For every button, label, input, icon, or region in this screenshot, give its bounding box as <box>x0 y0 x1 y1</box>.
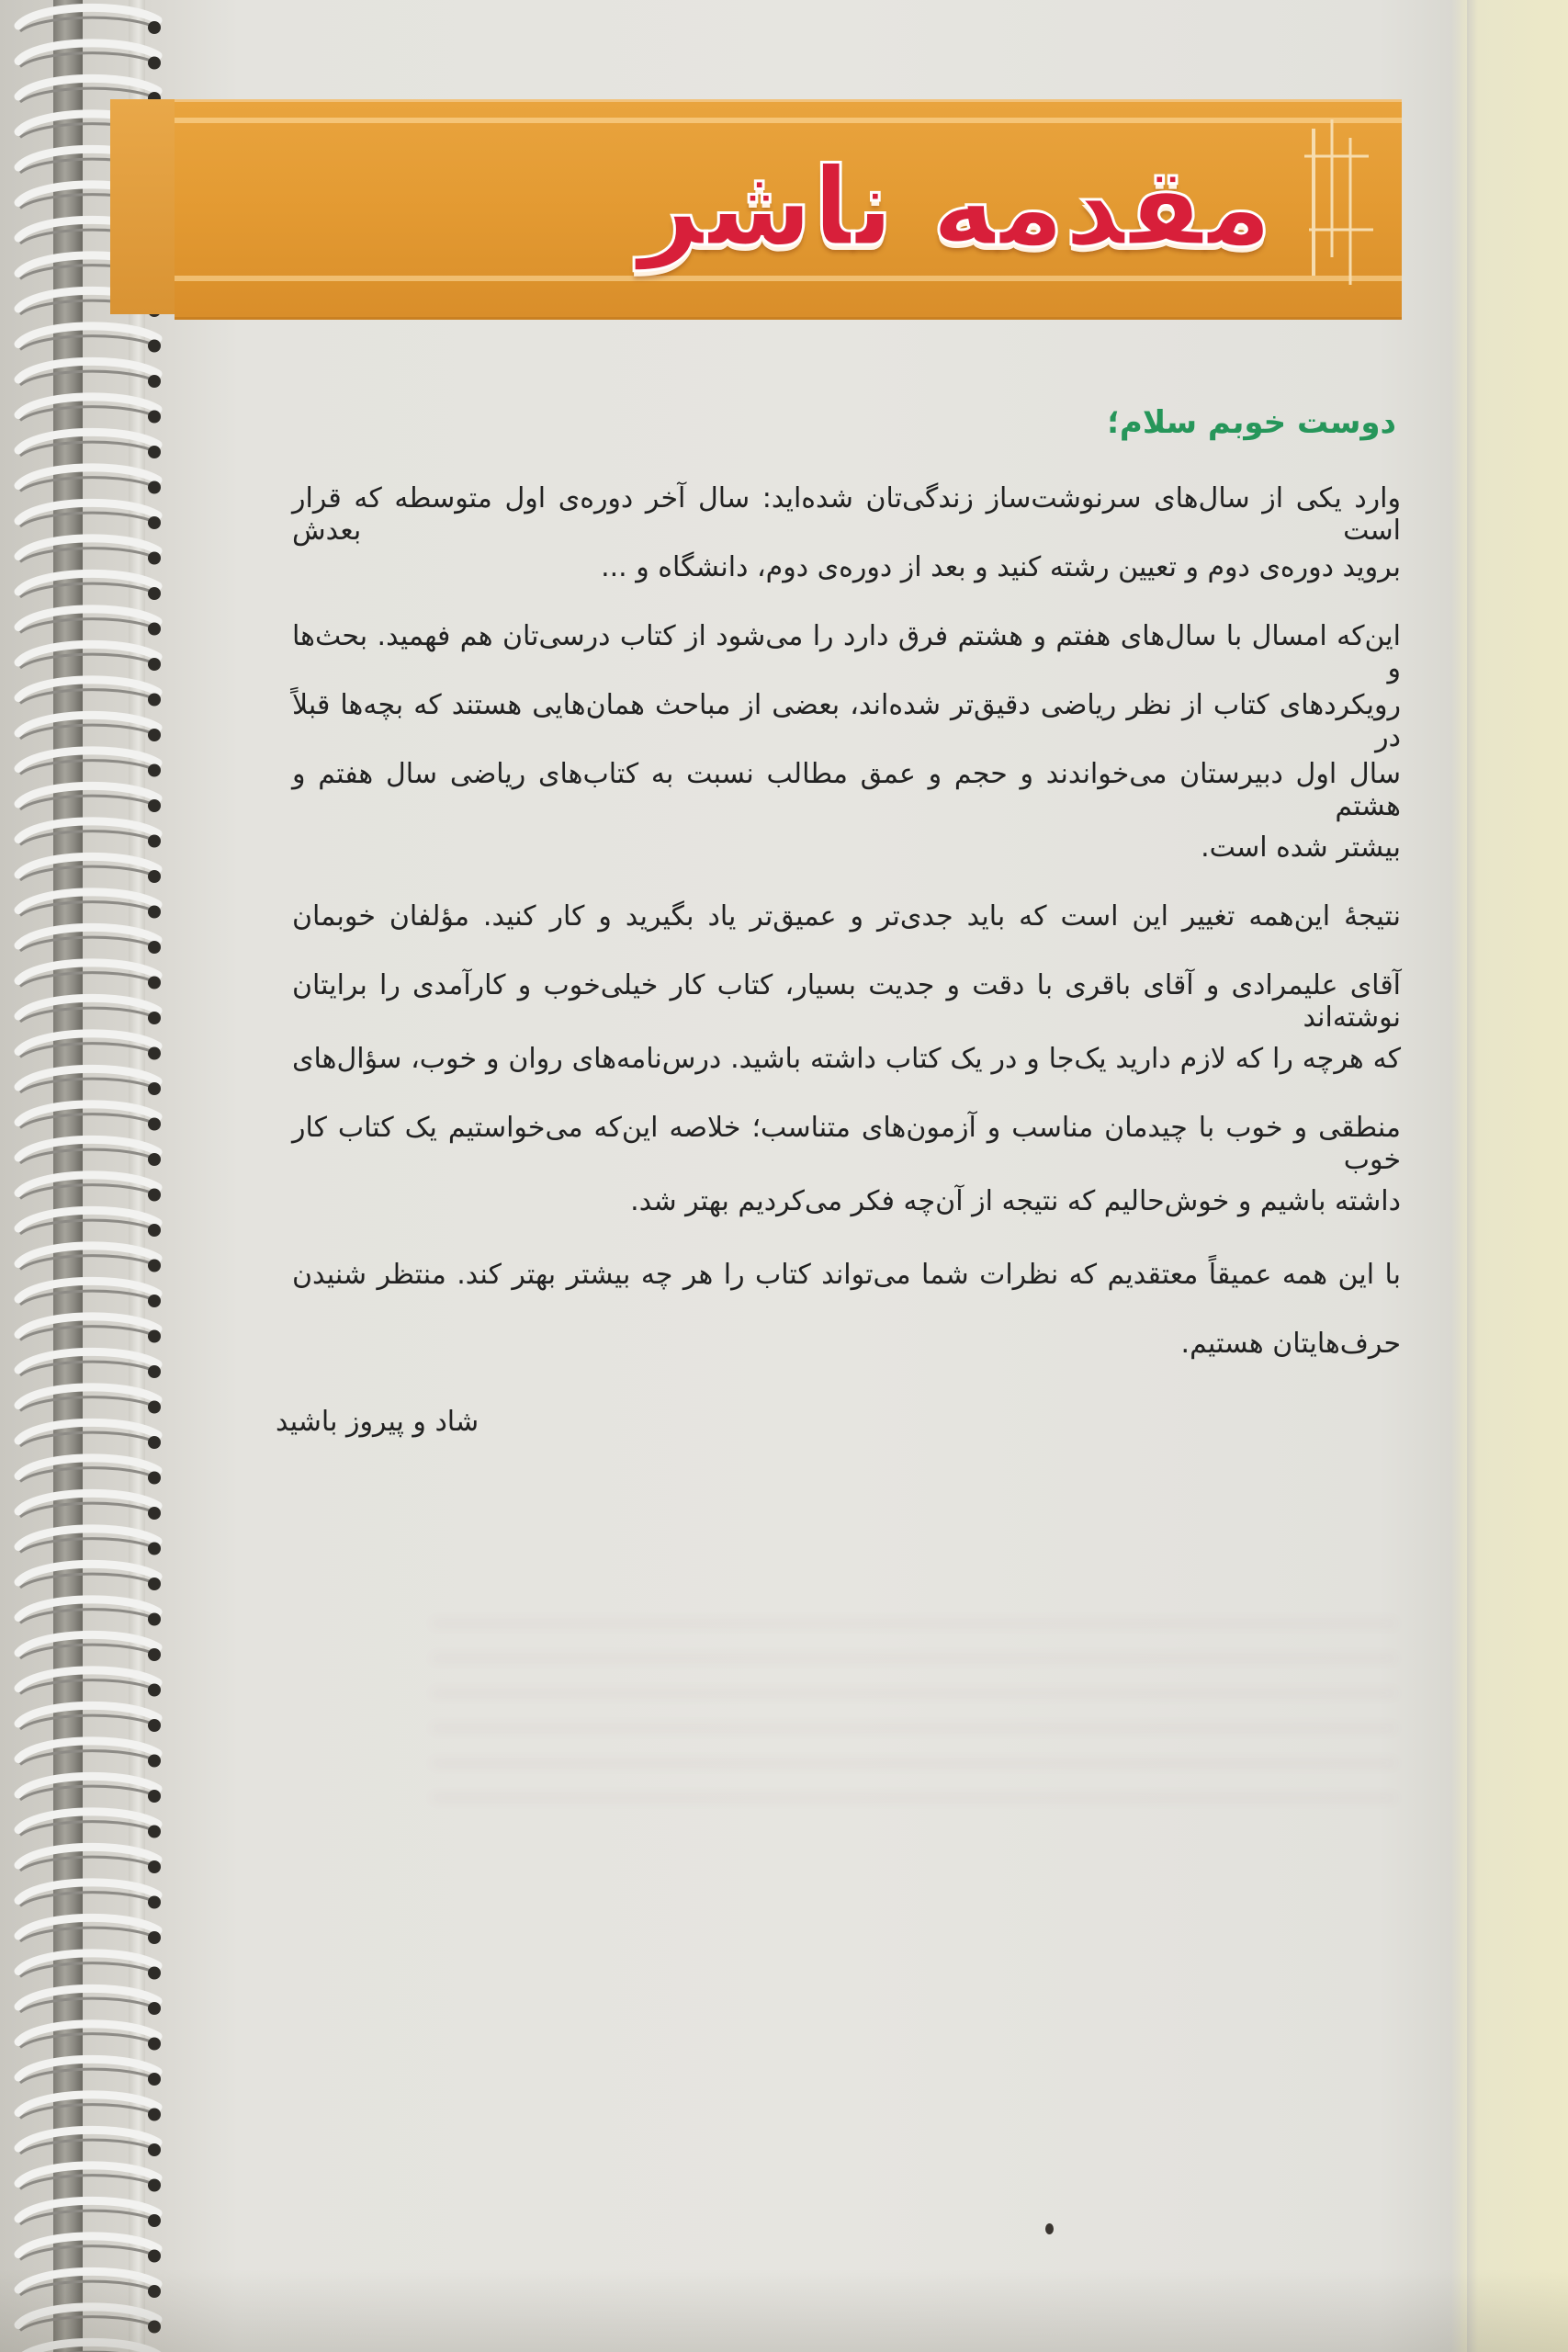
coil-shadow <box>20 1185 156 1199</box>
body-line: سال اول دبیرستان می‌خواندند و حجم و عمق مطالب نسبت به کتاب‌های ریاضی سال هفتم و هشتم <box>292 758 1401 822</box>
coil-shadow <box>20 1715 156 1729</box>
punch-hole <box>148 1860 161 1873</box>
punch-hole <box>148 977 161 989</box>
coil-shadow <box>20 548 156 562</box>
coil-shadow <box>20 1114 156 1128</box>
punch-hole <box>148 2109 161 2121</box>
punch-hole <box>148 1826 161 1838</box>
punch-hole <box>148 411 161 424</box>
punch-hole <box>148 1613 161 1626</box>
punch-hole <box>148 1931 161 1944</box>
punch-hole <box>148 1648 161 1661</box>
punch-hole <box>148 57 161 70</box>
punch-hole <box>148 658 161 671</box>
coil-shadow <box>20 1998 156 2012</box>
punch-hole <box>148 1189 161 1202</box>
coil-shadow <box>20 478 156 492</box>
punch-hole <box>148 835 161 848</box>
body-line: نتیجهٔ این‌همه تغییر این است که باید جدی‌تر و عمیق‌تر یاد بگیرید و کار کنید. مؤلفان خوبمان <box>292 900 1401 933</box>
punch-hole <box>148 1755 161 1768</box>
coil-shadow <box>20 866 156 880</box>
punch-hole <box>148 1967 161 1980</box>
body-line: داشته باشیم و خوش‌حالیم که نتیجه از آن‌چه فکر می‌کردیم بهتر شد. <box>630 1185 1401 1217</box>
coil-shadow <box>20 53 156 67</box>
coil-shadow <box>20 407 156 421</box>
coil-shadow <box>20 1468 156 1482</box>
coil-shadow <box>20 1893 156 1906</box>
punch-hole <box>148 1436 161 1449</box>
coil-shadow <box>20 1008 156 1022</box>
coil-shadow <box>20 619 156 633</box>
punch-hole <box>148 516 161 529</box>
banner-stripe-top <box>175 118 1402 123</box>
body-line: رویکردهای کتاب از نظر ریاضی دقیق‌تر شده‌اند، بعضی از مباحث همان‌هایی هستند که بچه‌ها قبلاً در <box>292 689 1401 753</box>
coil-shadow <box>20 1327 156 1340</box>
punch-hole <box>148 1047 161 1060</box>
punch-hole <box>148 2214 161 2227</box>
coil-shadow <box>20 2034 156 2048</box>
coil-shadow <box>20 1610 156 1623</box>
coil-shadow <box>20 1574 156 1588</box>
coil-shadow <box>20 761 156 775</box>
coil-shadow <box>20 1928 156 1941</box>
punch-hole <box>148 1295 161 1307</box>
coil-shadow <box>20 1751 156 1765</box>
punch-hole <box>148 764 161 777</box>
spiral-binding <box>0 0 184 2352</box>
coil-shadow <box>20 1963 156 1977</box>
punch-hole <box>148 375 161 388</box>
coil-shadow <box>20 513 156 526</box>
coil-shadow <box>20 17 156 31</box>
body-line: حرف‌هایتان هستیم. <box>1180 1328 1401 1360</box>
coil-shadow <box>20 1645 156 1658</box>
coil-shadow <box>20 1857 156 1871</box>
coil-shadow <box>20 725 156 739</box>
coil-shadow <box>20 336 156 350</box>
coil-shadow <box>20 1362 156 1375</box>
body-line: منطقی و خوب با چیدمان مناسب و آزمون‌های متناسب؛ خلاصه این‌که می‌خواستیم یک کتاب کار خوب <box>292 1112 1401 1176</box>
punch-hole <box>148 2250 161 2263</box>
coil-shadow <box>20 654 156 668</box>
binding-coils <box>0 0 184 2352</box>
punch-hole <box>148 21 161 34</box>
coil-shadow <box>20 690 156 704</box>
coil-shadow <box>20 973 156 987</box>
body-line: آقای علیمرادی و آقای باقری با دقت و جدیت بسیار، کتاب کار خیلی‌خوب و کارآمدی را برایتان نوشته‌اند <box>292 969 1401 1034</box>
punch-hole <box>148 2143 161 2156</box>
coil-shadow <box>20 1680 156 1694</box>
coil-shadow <box>20 1291 156 1305</box>
coil-shadow <box>20 583 156 597</box>
punch-hole <box>148 1012 161 1024</box>
punch-hole <box>148 1472 161 1485</box>
coil-shadow <box>20 1149 156 1163</box>
punch-hole <box>148 1153 161 1166</box>
paper-speck <box>1045 2223 1054 2234</box>
punch-hole <box>148 552 161 565</box>
coil-shadow <box>20 2105 156 2119</box>
punch-hole <box>148 1118 161 1131</box>
punch-hole <box>148 1790 161 1803</box>
page-title: مقدمه ناشر <box>638 143 1272 270</box>
show-through <box>432 1617 1396 1801</box>
page-shadow <box>0 2269 1568 2352</box>
punch-hole <box>148 2002 161 2015</box>
coil-shadow <box>20 937 156 951</box>
punch-hole <box>148 446 161 458</box>
coil-shadow <box>20 1256 156 1270</box>
coil-shadow <box>20 371 156 385</box>
coil-shadow <box>20 2140 156 2154</box>
coil-shadow <box>20 2211 156 2224</box>
coil-shadow <box>20 831 156 845</box>
coil-shadow <box>20 902 156 916</box>
body-line: بروید دوره‌ی دوم و تعیین رشته کنید و بعد از دوره‌ی دوم، دانشگاه و ... <box>601 551 1401 583</box>
body-line: بیشتر شده است. <box>1201 831 1401 864</box>
punch-hole <box>148 340 161 353</box>
punch-hole <box>148 1224 161 1237</box>
punch-hole <box>148 1401 161 1414</box>
punch-hole <box>148 1082 161 1095</box>
coil-shadow <box>20 1786 156 1800</box>
coil-shadow <box>20 1822 156 1836</box>
signature-line: شاد و پیروز باشید <box>276 1406 479 1438</box>
coil-shadow <box>20 1432 156 1446</box>
body-line: این‌که امسال با سال‌های هفتم و هشتم فرق دارد را می‌شود از کتاب درسی‌تان هم فهمید. بحث‌ها و <box>292 620 1401 684</box>
punch-hole <box>148 587 161 600</box>
punch-hole <box>148 623 161 636</box>
body-line: که هرچه را که لازم دارید یک‌جا و در یک کتاب داشته باشید. درس‌نامه‌های روان و خوب، سؤال‌های <box>292 1043 1401 1075</box>
page-edge <box>1467 0 1568 2352</box>
body-line: وارد یکی از سال‌های سرنوشت‌ساز زندگی‌تان شده‌اید: سال آخر دوره‌ی اول متوسطه که قرار است بعدش <box>292 482 1401 547</box>
punch-hole <box>148 2179 161 2192</box>
punch-hole <box>148 1330 161 1343</box>
greeting-heading: دوست خوبم سلام؛ <box>1107 404 1396 441</box>
coil-shadow <box>20 1044 156 1057</box>
coil-shadow <box>20 2069 156 2083</box>
punch-hole <box>148 941 161 954</box>
coil-shadow <box>20 796 156 809</box>
punch-hole <box>148 2038 161 2051</box>
coil-shadow <box>20 1079 156 1092</box>
punch-hole <box>148 694 161 707</box>
punch-hole <box>148 1896 161 1909</box>
punch-hole <box>148 1719 161 1732</box>
banner-decoration <box>1304 119 1378 285</box>
body-line: با این همه عمیقاً معتقدیم که نظرات شما می‌تواند کتاب را هر چه بیشتر بهتر کند. منتظر شنیدن <box>292 1259 1401 1291</box>
punch-hole <box>148 1543 161 1555</box>
coil-shadow <box>20 2176 156 2189</box>
punch-hole <box>148 1260 161 1272</box>
punch-hole <box>148 481 161 494</box>
punch-hole <box>148 1365 161 1378</box>
punch-hole <box>148 1507 161 1520</box>
coil-shadow <box>20 1503 156 1517</box>
coil-shadow <box>20 442 156 456</box>
coil-shadow <box>20 1397 156 1411</box>
coil-shadow <box>20 1539 156 1553</box>
punch-hole <box>148 1684 161 1697</box>
coil-shadow <box>20 2246 156 2260</box>
punch-hole <box>148 729 161 741</box>
coil-shadow <box>20 1220 156 1234</box>
punch-hole <box>148 906 161 919</box>
punch-hole <box>148 1577 161 1590</box>
punch-hole <box>148 870 161 883</box>
punch-hole <box>148 799 161 812</box>
punch-hole <box>148 2073 161 2086</box>
